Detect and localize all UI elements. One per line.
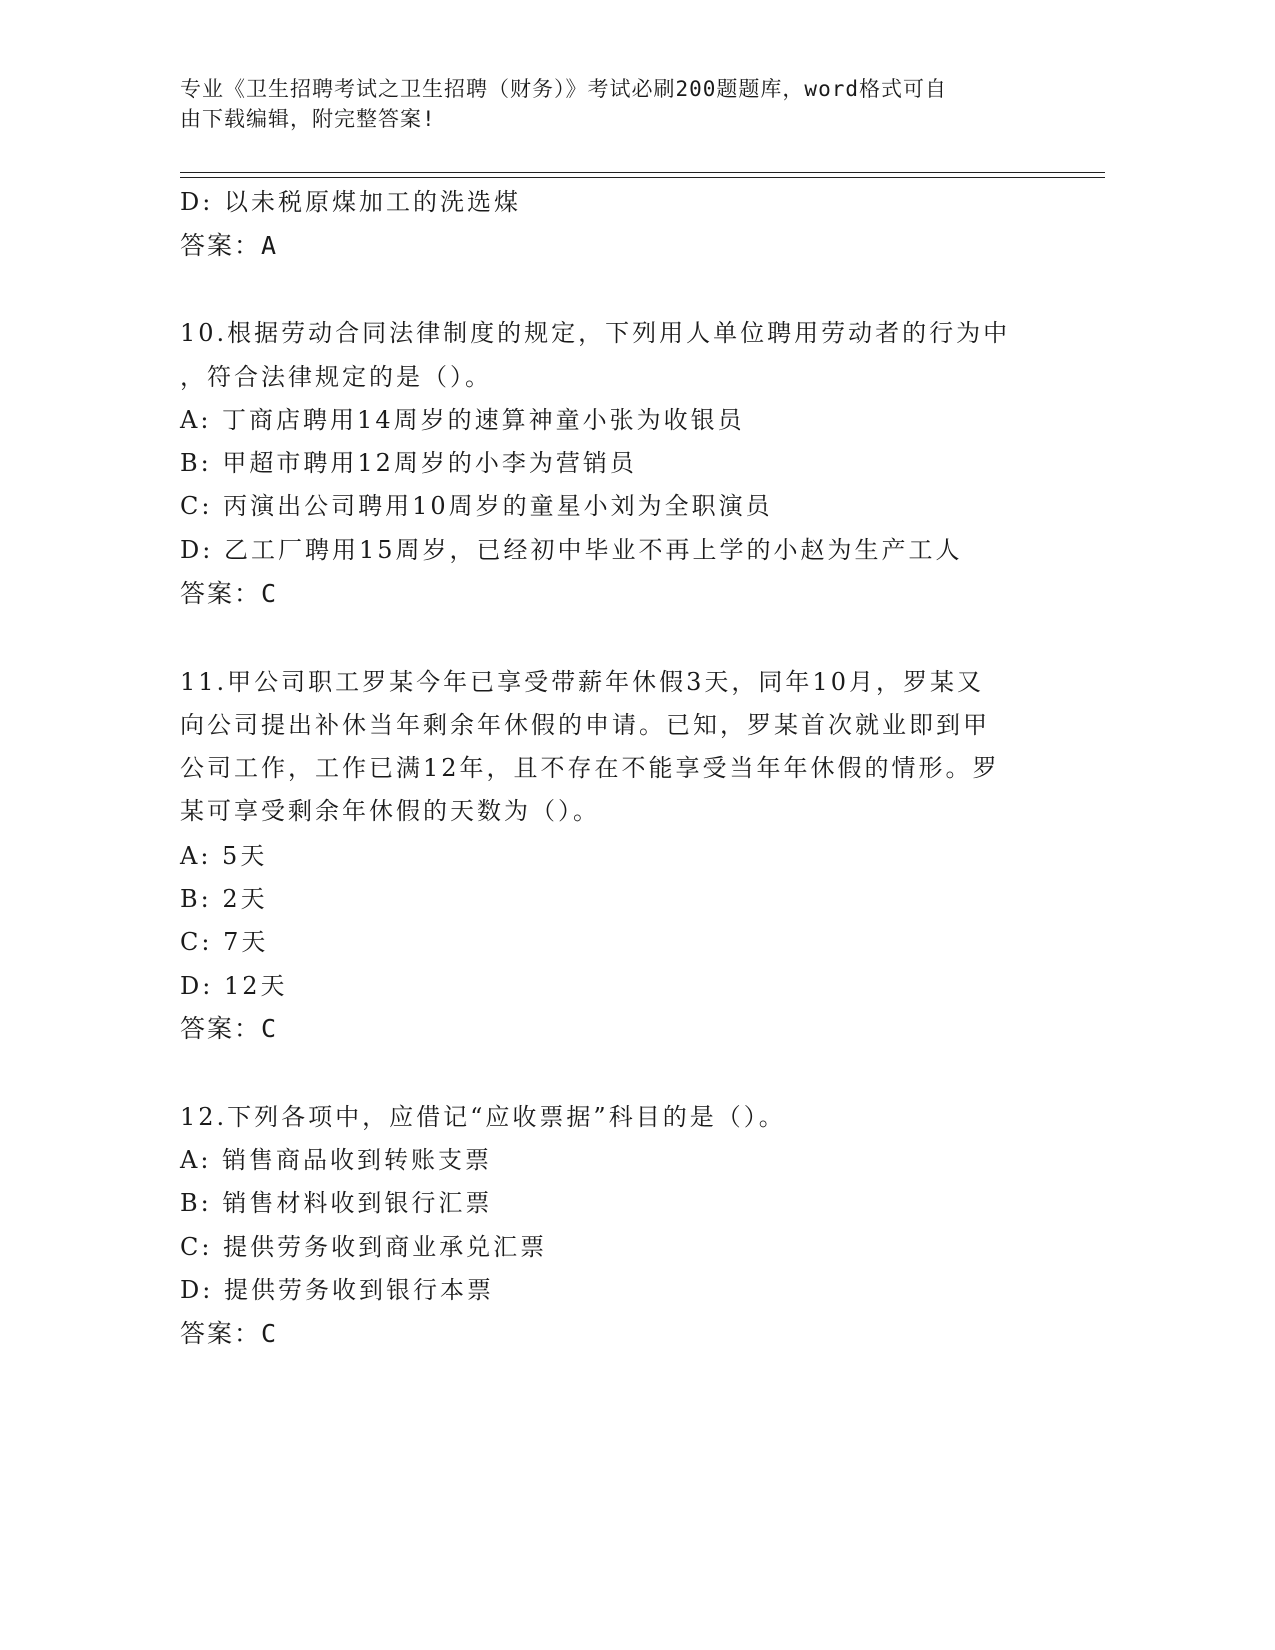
q11-answer: 答案：C [180, 1014, 279, 1043]
q10-option-c: C: 丙演出公司聘用10周岁的童星小刘为全职演员 [180, 492, 773, 520]
q10-answer: 答案：C [180, 579, 279, 608]
q11-option-d: D: 12天 [180, 972, 288, 1000]
q12-option-c: C: 提供劳务收到商业承兑汇票 [180, 1233, 548, 1261]
q11-stem-line-1: 11.甲公司职工罗某今年已享受带薪年休假3天，同年10月，罗某又 [180, 668, 984, 696]
q10-option-a: A: 丁商店聘用14周岁的速算神童小张为收银员 [180, 406, 745, 434]
q12-option-b: B: 销售材料收到银行汇票 [180, 1189, 493, 1217]
q12-answer: 答案：C [180, 1319, 279, 1348]
q10-stem-line-1: 10.根据劳动合同法律制度的规定，下列用人单位聘用劳动者的行为中 [180, 319, 1011, 347]
q10-option-b: B: 甲超市聘用12周岁的小李为营销员 [180, 449, 637, 477]
q11-option-a: A: 5天 [180, 842, 268, 870]
q9-option-d: D: 以未税原煤加工的洗选煤 [180, 188, 521, 216]
q11-stem-line-2: 向公司提出补休当年剩余年休假的申请。已知，罗某首次就业即到甲 [180, 711, 990, 739]
q11-option-b: B: 2天 [180, 885, 268, 913]
q11-option-c: C: 7天 [180, 928, 269, 956]
q12-option-d: D: 提供劳务收到银行本票 [180, 1276, 494, 1304]
header-divider-bottom [180, 177, 1105, 178]
q12-option-a: A: 销售商品收到转账支票 [180, 1146, 493, 1174]
header-line-2: 由下载编辑，附完整答案! [180, 107, 436, 131]
header-line-1: 专业《卫生招聘考试之卫生招聘（财务）》考试必刷200题题库，word格式可自 [180, 77, 947, 101]
q10-option-d: D: 乙工厂聘用15周岁，已经初中毕业不再上学的小赵为生产工人 [180, 536, 963, 564]
document-header [180, 74, 1040, 134]
q11-stem-line-3: 公司工作，工作已满12年，且不存在不能享受当年年休假的情形。罗 [180, 754, 1000, 782]
q10-stem-line-2: ，符合法律规定的是（）。 [180, 363, 492, 391]
q12-stem-line-1: 12.下列各项中，应借记“应收票据”科目的是（）。 [180, 1103, 786, 1131]
header-divider-top [180, 172, 1105, 173]
q11-stem-line-4: 某可享受剩余年休假的天数为（）。 [180, 797, 600, 825]
q9-answer: 答案：A [180, 231, 279, 260]
